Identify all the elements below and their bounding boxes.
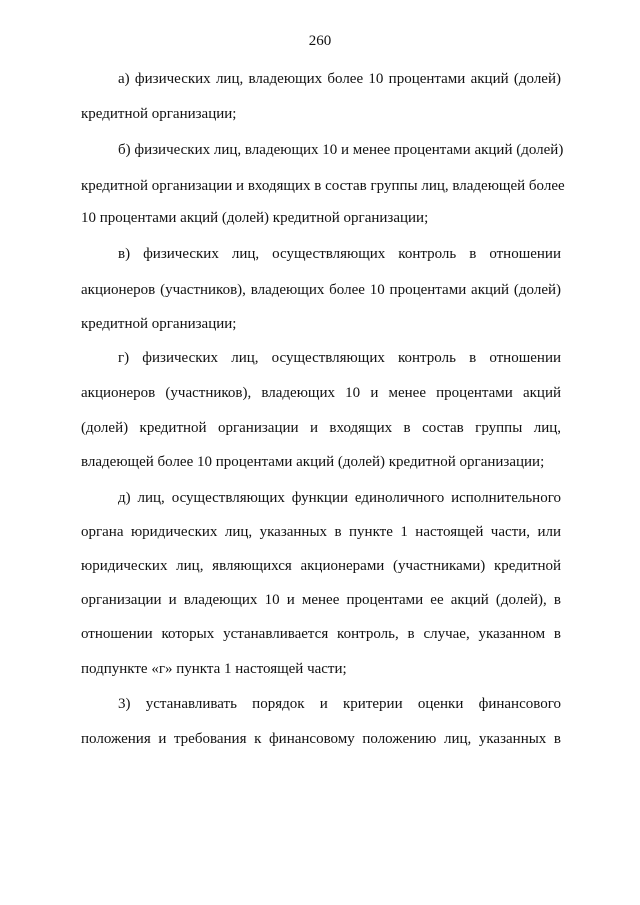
text-line: кредитной организации и входящих в состав группы лиц, владеющей более — [81, 178, 565, 194]
text-line: акционеров (участников), владеющих более 10 процентами акций (долей) — [81, 282, 561, 298]
text-line: органа юридических лиц, указанных в пункте 1 настоящей части, или — [81, 524, 561, 540]
page-number: 260 — [308, 33, 332, 49]
text-line: д) лиц, осуществляющих функции единоличного исполнительного — [118, 490, 561, 506]
text-line: в) физических лиц, осуществляющих контроль в отношении — [118, 246, 561, 262]
text-line: акционеров (участников), владеющих 10 и менее процентами акций — [81, 385, 561, 401]
text-line: подпункте «г» пункта 1 настоящей части; — [81, 661, 347, 677]
text-line: 3) устанавливать порядок и критерии оценки финансового — [118, 696, 561, 712]
text-line: организации и владеющих 10 и менее процентами ее акций (долей), в — [81, 592, 561, 608]
text-line: отношении которых устанавливается контроль, в случае, указанном в — [81, 626, 561, 642]
text-line: б) физических лиц, владеющих 10 и менее процентами акций (долей) — [118, 142, 564, 158]
text-line: кредитной организации; — [81, 106, 237, 122]
text-line: юридических лиц, являющихся акционерами (участниками) кредитной — [81, 558, 561, 574]
text-line: 10 процентами акций (долей) кредитной организации; — [81, 210, 429, 226]
text-line: кредитной организации; — [81, 316, 237, 332]
text-line: а) физических лиц, владеющих более 10 процентами акций (долей) — [118, 71, 561, 87]
text-line: положения и требования к финансовому положению лиц, указанных в — [81, 731, 561, 747]
text-line: владеющей более 10 процентами акций (долей) кредитной организации; — [81, 454, 545, 470]
text-line: г) физических лиц, осуществляющих контроль в отношении — [118, 350, 561, 366]
text-line: (долей) кредитной организации и входящих в состав группы лиц, — [81, 420, 561, 436]
